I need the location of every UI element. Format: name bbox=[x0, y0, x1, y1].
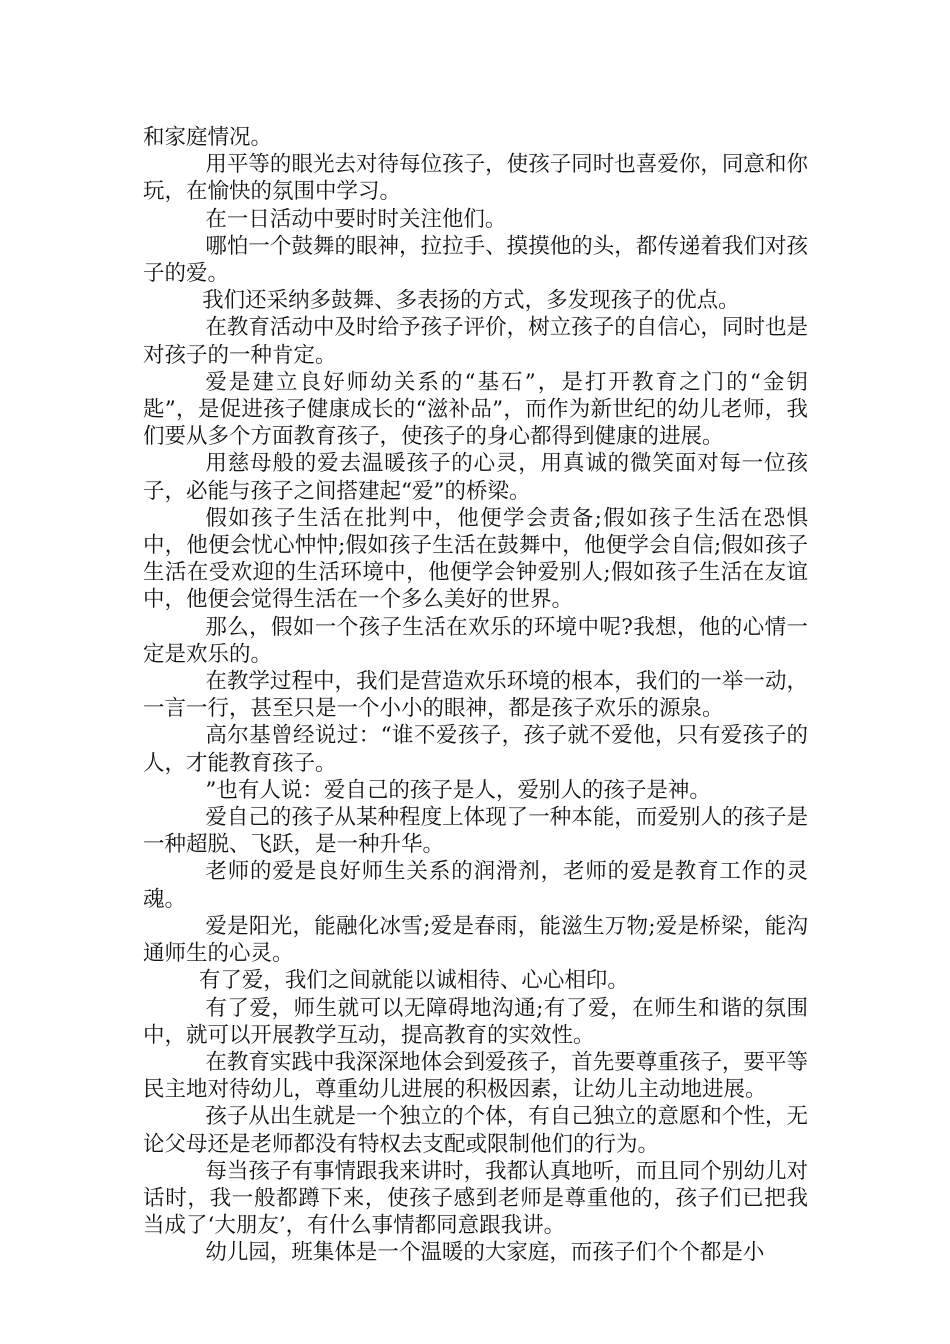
paragraph-7: 爱是建立良好师幼关系的“基石”，是打开教育之门的“金钥匙”，是促进孩子健康成长的“滋补品”，而作为新世纪的幼儿老师，我们要从多个方面教育孩子，使孩子的身心都得到健康的进展。 bbox=[143, 369, 808, 450]
document-body bbox=[143, 124, 808, 1267]
paragraph-8: 用慈母般的爱去温暖孩子的心灵，用真诚的微笑面对每一位孩子，必能与孩子之间搭建起“爱”的桥梁。 bbox=[143, 451, 808, 504]
paragraph-10: 那么，假如一个孩子生活在欢乐的环境中呢?我想，他的心情一定是欢乐的。 bbox=[143, 614, 808, 667]
paragraph-1: 和家庭情况。 bbox=[143, 125, 273, 150]
paragraph-16: 爱是阳光，能融化冰雪;爱是春雨，能滋生万物;爱是桥梁，能沟通师生的心灵。 bbox=[143, 913, 808, 967]
paragraph-17: 有了爱，我们之间就能以诚相待、心心相印。 bbox=[198, 968, 629, 994]
paragraph-20: 孩子从出生就是一个独立的个体，有自己独立的意愿和个性，无论父母还是老师都没有特权去支配或限制他们的行为。 bbox=[143, 1104, 808, 1157]
paragraph-6: 在教育活动中及时给予孩子评价，树立孩子的自信心，同时也是对孩子的一种肯定。 bbox=[143, 315, 808, 368]
paragraph-19: 在教育实践中我深深地体会到爱孩子，首先要尊重孩子，要平等民主地对待幼儿，尊重幼儿进展的积极因素，让幼儿主动地进展。 bbox=[143, 1049, 808, 1103]
paragraph-21: 每当孩子有事情跟我来讲时，我都认真地听，而且同个别幼儿对话时，我一般都蹲下来，使孩子感到老师是尊重他的，孩子们已把我当成了‘大朋友’，有什么事情都同意跟我讲。 bbox=[143, 1158, 808, 1239]
paragraph-3: 在一日活动中要时时关注他们。 bbox=[205, 206, 507, 232]
paragraph-14: 爱自己的孩子从某种程度上体现了一种本能，而爱别人的孩子是一种超脱、飞跃，是一种升华。 bbox=[143, 805, 808, 858]
paragraph-12: 高尔基曾经说过：“谁不爱孩子，孩子就不爱他，只有爱孩子的人，才能教育孩子。 bbox=[143, 723, 808, 776]
paragraph-9: 假如孩子生活在批判中，他便学会责备;假如孩子生活在恐惧中，他便会忧心忡忡;假如孩子生活在鼓舞中，他便学会自信;假如孩子生活在受欢迎的生活环境中，他便学会钟爱别人;假如孩子生活在友谊中，他便会觉得生活在一个多么美好的世界。 bbox=[143, 505, 808, 613]
paragraph-11: 在教学过程中，我们是营造欢乐环境的根本，我们的一举一动，一言一行，甚至只是一个小小的眼神，都是孩子欢乐的源泉。 bbox=[143, 669, 808, 722]
paragraph-22: 幼儿园，班集体是一个温暖的大家庭，而孩子们个个都是小 bbox=[205, 1240, 765, 1266]
paragraph-4: 哪怕一个鼓舞的眼神，拉拉手、摸摸他的头，都传递着我们对孩子的爱。 bbox=[143, 233, 808, 287]
paragraph-18: 有了爱，师生就可以无障碍地沟通;有了爱，在师生和谐的氛围中，就可以开展教学互动，提高教育的实效性。 bbox=[143, 995, 808, 1048]
paragraph-13: ”也有人说：爱自己的孩子是人，爱别人的孩子是神。 bbox=[205, 777, 711, 803]
paragraph-15: 老师的爱是良好师生关系的润滑剂，老师的爱是教育工作的灵魂。 bbox=[143, 859, 808, 912]
paragraph-2: 用平等的眼光去对待每位孩子，使孩子同时也喜爱你，同意和你玩，在愉快的氛围中学习。 bbox=[143, 152, 808, 205]
paragraph-5: 我们还采纳多鼓舞、多表扬的方式，多发现孩子的优点。 bbox=[202, 288, 740, 314]
